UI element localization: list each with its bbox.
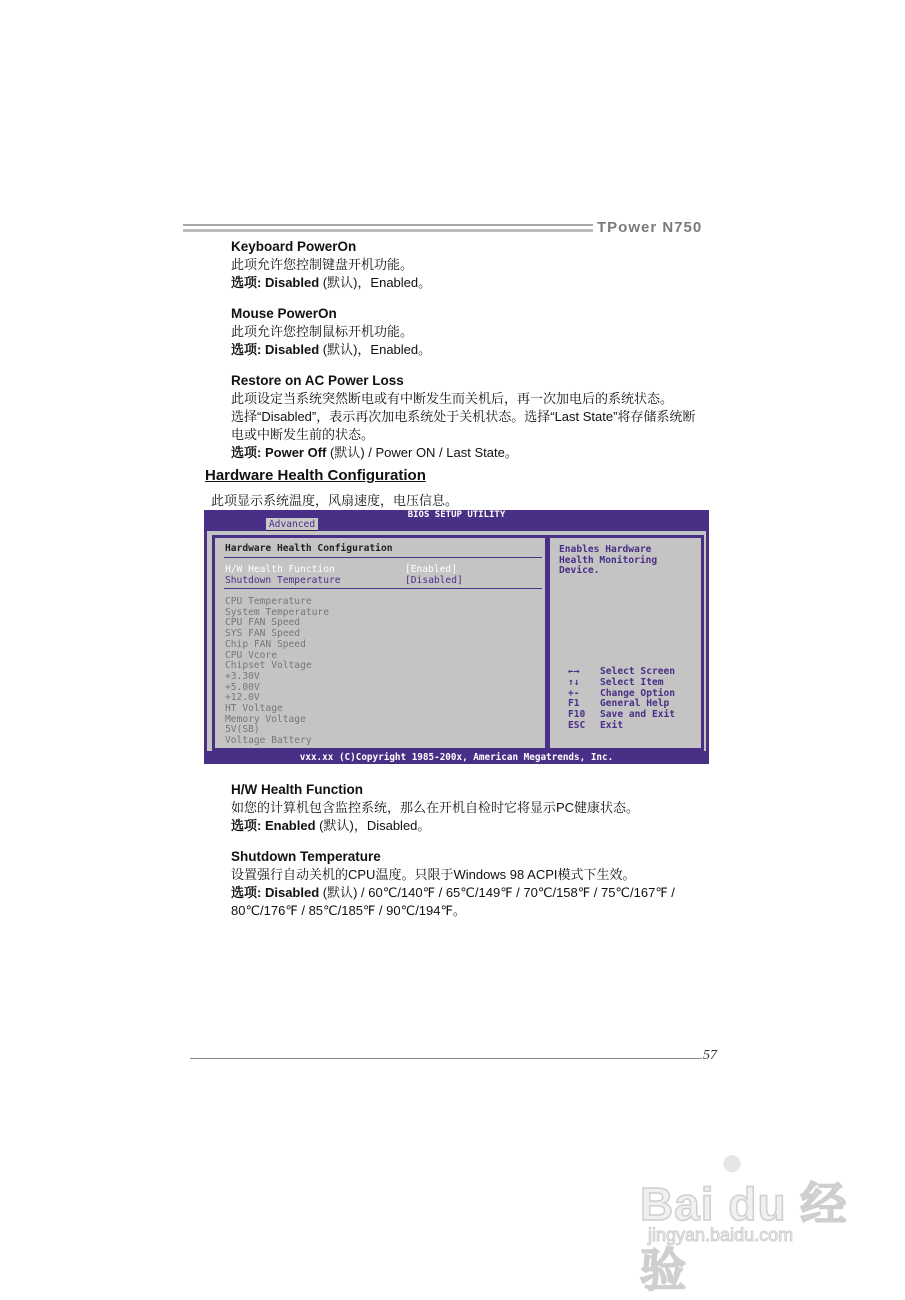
section-title: Hardware Health Configuration [205,467,426,484]
item-options: 选项: Enabled (默认)，Disabled。 [231,818,431,833]
item-options: 选项: Power Off (默认) / Power ON / Last State。 [231,445,518,460]
item-mouse-poweron [231,305,731,359]
key-desc: Select Screen [600,666,676,677]
item-options-continued: 80℃/176℉ / 85℃/185℉ / 90℃/194℉。 [231,903,466,918]
info-item: System Temperature [225,606,329,618]
key-arrows-ud-icon: ↑↓ [568,677,580,688]
header-rule-top [183,224,593,226]
tab-advanced[interactable]: Advanced [266,518,318,531]
item-description: 设置强行自动关机的CPU温度。只限于Windows 98 ACPI模式下生效。 [231,867,636,882]
item-options: 选项: Disabled (默认) / 60℃/140℉ / 65℃/149℉ / 70℃/158℉ / 75℃/167℉ / [231,885,675,900]
option-hw-health-function[interactable]: H/W Health Function [225,564,335,575]
info-item: +12.0V [225,692,260,704]
item-description: 此项设定当系统突然断电或有中断发生而关机后，再一次加电后的系统状态。 [231,391,674,406]
info-item: Chip FAN Speed [225,638,306,650]
divider [224,557,542,558]
item-shutdown-temperature [231,848,731,920]
key-plus-minus: +- [568,688,580,699]
info-item: 5V(SB) [225,724,260,736]
item-options: 选项: Disabled (默认)，Enabled。 [231,275,432,290]
bios-screenshot [204,510,709,764]
key-desc: Change Option [600,688,676,699]
key-esc: ESC [568,720,586,731]
info-item: +5.00V [225,681,260,693]
key-desc: Save and Exit [600,709,676,720]
option-hw-health-function-value[interactable]: [Enabled] [405,564,457,575]
page-number: 57 [703,1048,717,1063]
bios-left-panel [212,535,547,751]
info-item: Chipset Voltage [225,660,312,672]
header-rule-bottom [183,229,593,232]
option-shutdown-temperature[interactable]: Shutdown Temperature [225,575,341,586]
key-f1: F1 [568,698,580,709]
item-description: 此项允许您控制键盘开机功能。 [231,257,414,272]
bios-help-panel [547,535,704,751]
help-text: Enables Hardware Health Monitoring Device. [559,544,658,577]
info-item: CPU Vcore [225,649,277,661]
key-desc: Exit [600,720,624,731]
key-f10: F10 [568,709,586,720]
key-arrows-lr-icon: ←→ [568,666,580,677]
paw-icon: ● [720,1140,745,1184]
bios-title: BIOS SETUP UTILITY [407,510,506,520]
info-item: CPU Temperature [225,596,312,607]
bios-copyright: vxx.xx (C)Copyright 1985-200x, American Megatrends, Inc. [299,752,614,763]
info-item: +3.30V [225,670,260,682]
item-heading: Keyboard PowerOn [231,239,357,254]
header-title: TPower N750 [597,219,703,236]
key-desc: Select Item [600,677,664,688]
item-keyboard-poweron [231,238,731,292]
info-item: Memory Voltage [225,713,306,725]
item-description: 电或中断发生前的状态。 [231,427,375,442]
bios-frame [207,531,706,751]
option-shutdown-temperature-value[interactable]: [Disabled] [405,575,463,586]
info-item: Voltage Battery [225,735,312,747]
watermark-brand: Bai du 经验 [640,1178,848,1296]
footer-rule [190,1058,702,1059]
info-item: HT Voltage [225,703,283,715]
info-item: CPU FAN Speed [225,617,301,629]
divider [224,588,542,589]
item-description: 此项允许您控制鼠标开机功能。 [231,324,414,339]
item-options: 选项: Disabled (默认)，Enabled。 [231,342,432,357]
item-description: 如您的计算机包含监控系统，那么在开机自检时它将显示PC健康状态。 [231,800,640,815]
item-heading: H/W Health Function [231,782,363,797]
info-item: SYS FAN Speed [225,628,301,640]
item-heading: Shutdown Temperature [231,849,381,864]
watermark-url: jingyan.baidu.com [648,1225,794,1245]
baidu-watermark [640,1140,860,1296]
item-heading: Mouse PowerOn [231,306,337,321]
item-description: 选择“Disabled”，表示再次加电系统处于关机状态。选择“Last State”将存储系统断 [231,409,696,424]
key-desc: General Help [600,698,670,709]
bios-panel-title: Hardware Health Configuration [225,543,393,554]
item-restore-ac-power-loss [231,372,731,462]
item-hw-health-function [231,781,731,835]
info-list [225,597,329,747]
item-heading: Restore on AC Power Loss [231,373,404,388]
section-description: 此项显示系统温度，风扇速度，电压信息。 [211,493,459,508]
